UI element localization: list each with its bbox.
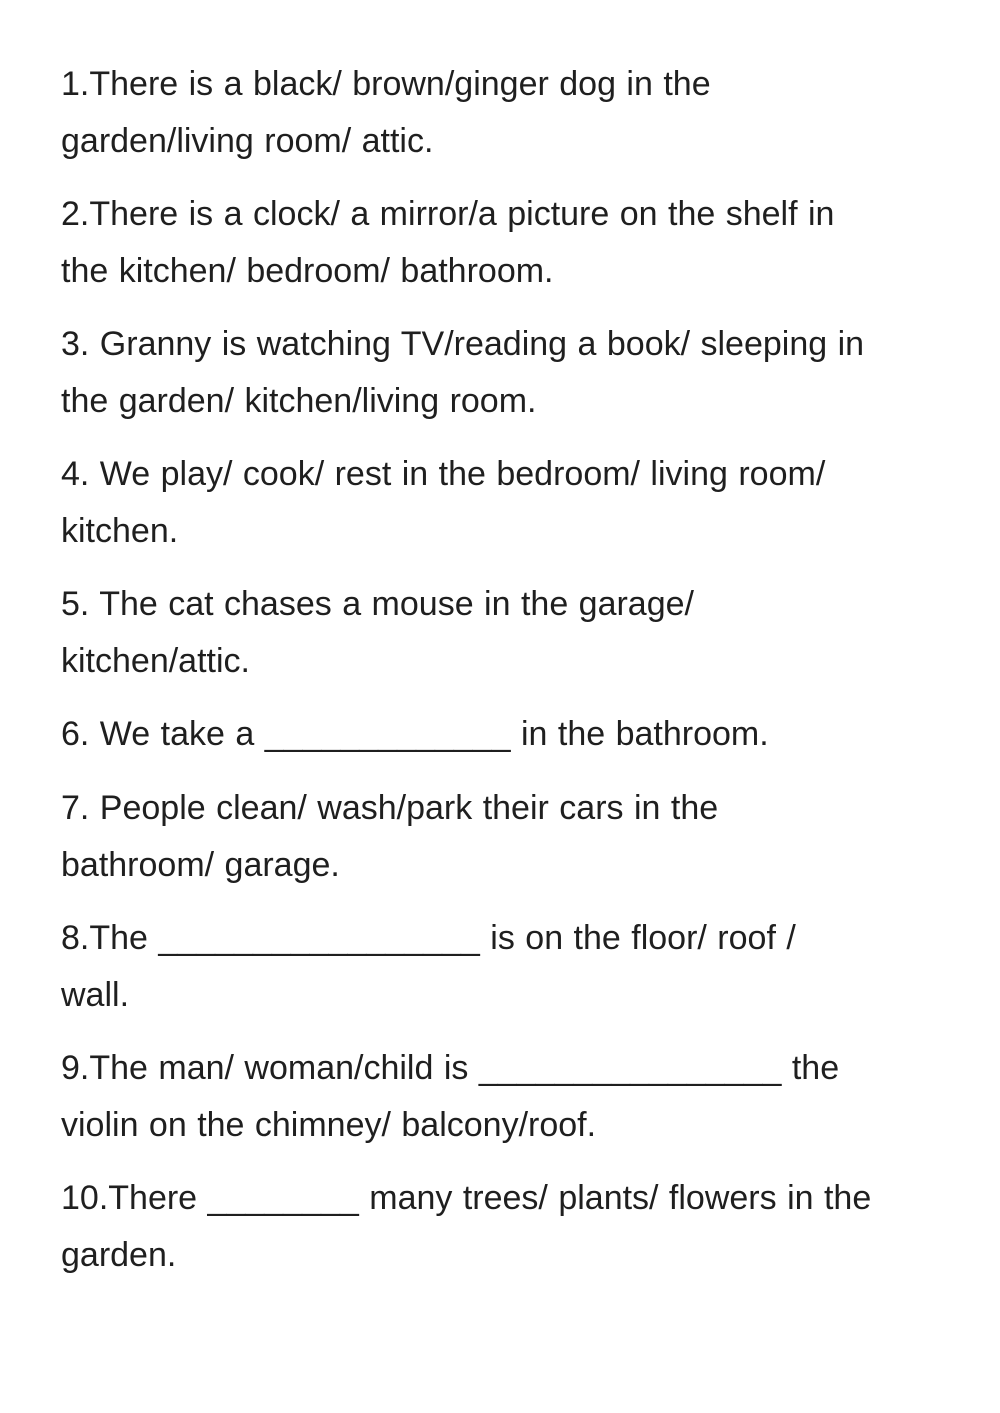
question-1-line-1: 1.There is a black/ brown/ginger dog in the xyxy=(61,65,711,103)
question-4-line-1: 4. We play/ cook/ rest in the bedroom/ living room/ xyxy=(61,455,826,493)
question-5-line-2: kitchen/attic. xyxy=(61,642,250,680)
question-2-line-1: 2.There is a clock/ a mirror/a picture on the shelf in xyxy=(61,195,835,233)
question-3-line-2: the garden/ kitchen/living room. xyxy=(61,382,537,420)
question-2-line-2: the kitchen/ bedroom/ bathroom. xyxy=(61,252,554,290)
question-5 xyxy=(61,576,941,690)
question-6-line-1: 6. We take a _____________ in the bathroom. xyxy=(61,715,769,753)
question-9-line-2: violin on the chimney/ balcony/roof. xyxy=(61,1106,597,1144)
question-7 xyxy=(61,780,941,894)
question-3-line-1: 3. Granny is watching TV/reading a book/ sleeping in xyxy=(61,325,865,363)
question-1 xyxy=(61,56,941,170)
question-9-line-1: 9.The man/ woman/child is ________________ the xyxy=(61,1049,840,1087)
question-7-line-2: bathroom/ garage. xyxy=(61,846,340,884)
question-10-line-1: 10.There ________ many trees/ plants/ flowers in the xyxy=(61,1179,872,1217)
question-5-line-1: 5. The cat chases a mouse in the garage/ xyxy=(61,585,694,623)
question-6 xyxy=(61,706,941,763)
question-8-line-1: 8.The _________________ is on the floor/ roof / xyxy=(61,919,796,957)
question-4 xyxy=(61,446,941,560)
question-7-line-1: 7. People clean/ wash/park their cars in the xyxy=(61,789,719,827)
question-8-line-2: wall. xyxy=(61,976,130,1014)
question-9 xyxy=(61,1040,941,1154)
question-10-line-2: garden. xyxy=(61,1236,177,1274)
question-10 xyxy=(61,1170,941,1284)
question-2 xyxy=(61,186,941,300)
question-3 xyxy=(61,316,941,430)
question-1-line-2: garden/living room/ attic. xyxy=(61,122,434,160)
question-4-line-2: kitchen. xyxy=(61,512,179,550)
worksheet xyxy=(61,56,941,1300)
question-8 xyxy=(61,910,941,1024)
